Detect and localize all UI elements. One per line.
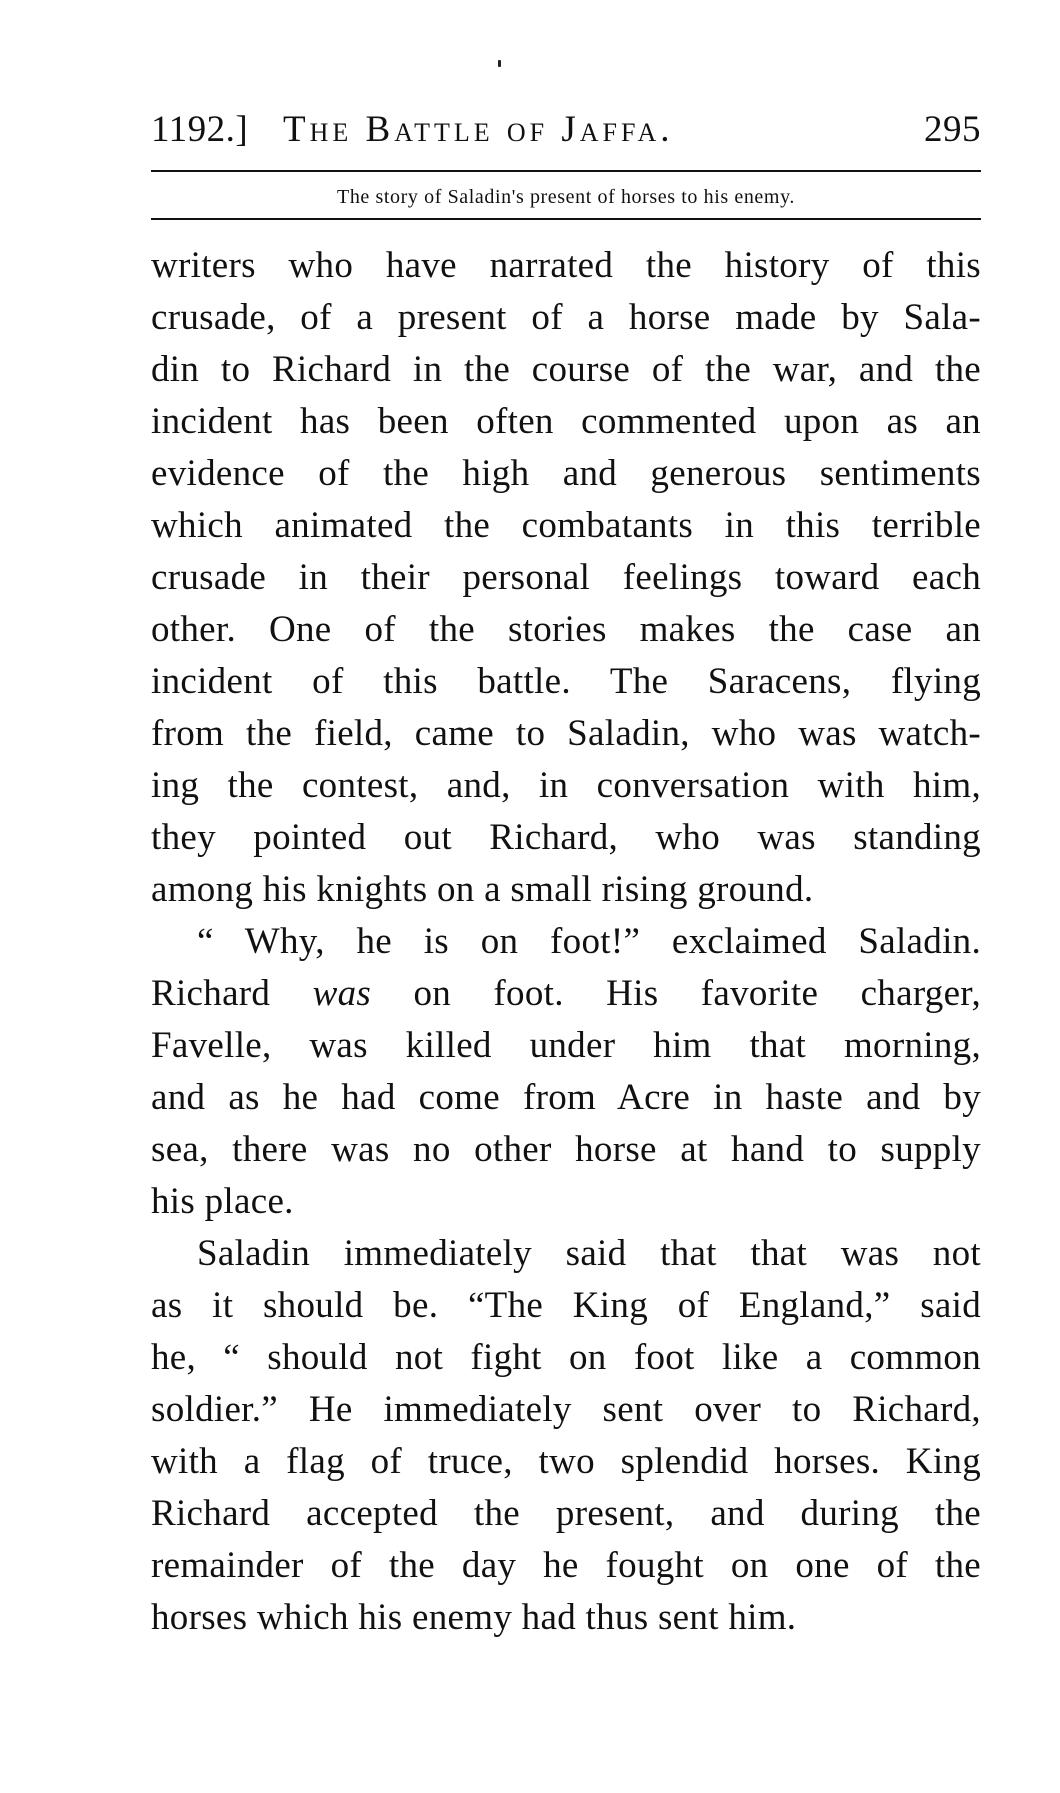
- text-line: they pointed out Richard, who was standing: [151, 817, 981, 858]
- text-line: Richard was on foot. His favorite charger,: [151, 973, 981, 1014]
- text-line: which animated the combatants in this terrible: [151, 505, 981, 546]
- text-line: Richard accepted the present, and during the: [151, 1493, 981, 1534]
- text-line: horses which his enemy had thus sent him.: [151, 1597, 797, 1638]
- text-line: incident has been often commented upon as an: [151, 401, 981, 442]
- text-line: soldier.” He immediately sent over to Richard,: [151, 1389, 981, 1430]
- section-subheading: The story of Saladin's present of horses to his enemy.: [337, 186, 795, 208]
- header-year: 1192.]: [151, 109, 249, 150]
- text-line: writers who have narrated the history of this: [151, 245, 981, 286]
- text-line: crusade, of a present of a horse made by Sala-: [151, 297, 981, 338]
- text-line: ing the contest, and, in conversation with him,: [151, 765, 981, 806]
- paragraph: [151, 240, 981, 916]
- page-number: 295: [924, 109, 981, 150]
- text-line: his place.: [151, 1181, 294, 1222]
- text-line: Saladin immediately said that that was not: [197, 1233, 981, 1274]
- print-speck: [498, 60, 501, 67]
- paragraph: [151, 916, 981, 1228]
- text-line: from the field, came to Saladin, who was watch-: [151, 713, 981, 754]
- text-line: sea, there was no other horse at hand to supply: [151, 1129, 981, 1170]
- text-line: crusade in their personal feelings toward each: [151, 557, 981, 598]
- text-line: and as he had come from Acre in haste and by: [151, 1077, 981, 1118]
- running-head: [151, 100, 981, 160]
- text-line: with a flag of truce, two splendid horses. King: [151, 1441, 981, 1482]
- text-line: Favelle, was killed under him that morning,: [151, 1025, 981, 1066]
- paragraph: [151, 1228, 981, 1644]
- text-line: incident of this battle. The Saracens, flying: [151, 661, 981, 702]
- text-line: as it should be. “The King of England,” said: [151, 1285, 981, 1326]
- body-text: [151, 240, 981, 1644]
- chapter-title: The Battle of Jaffa.: [283, 109, 674, 150]
- text-line: other. One of the stories makes the case an: [151, 609, 981, 650]
- text-line: din to Richard in the course of the war, and the: [151, 349, 981, 390]
- text-line: evidence of the high and generous sentiments: [151, 453, 981, 494]
- text-line: among his knights on a small rising ground.: [151, 869, 814, 910]
- text-line: “ Why, he is on foot!” exclaimed Saladin.: [197, 921, 981, 962]
- header-rule-top: [151, 170, 981, 172]
- text-line: remainder of the day he fought on one of the: [151, 1545, 981, 1586]
- header-rule-bottom: [151, 218, 981, 220]
- text-line: he, “ should not fight on foot like a common: [151, 1337, 981, 1378]
